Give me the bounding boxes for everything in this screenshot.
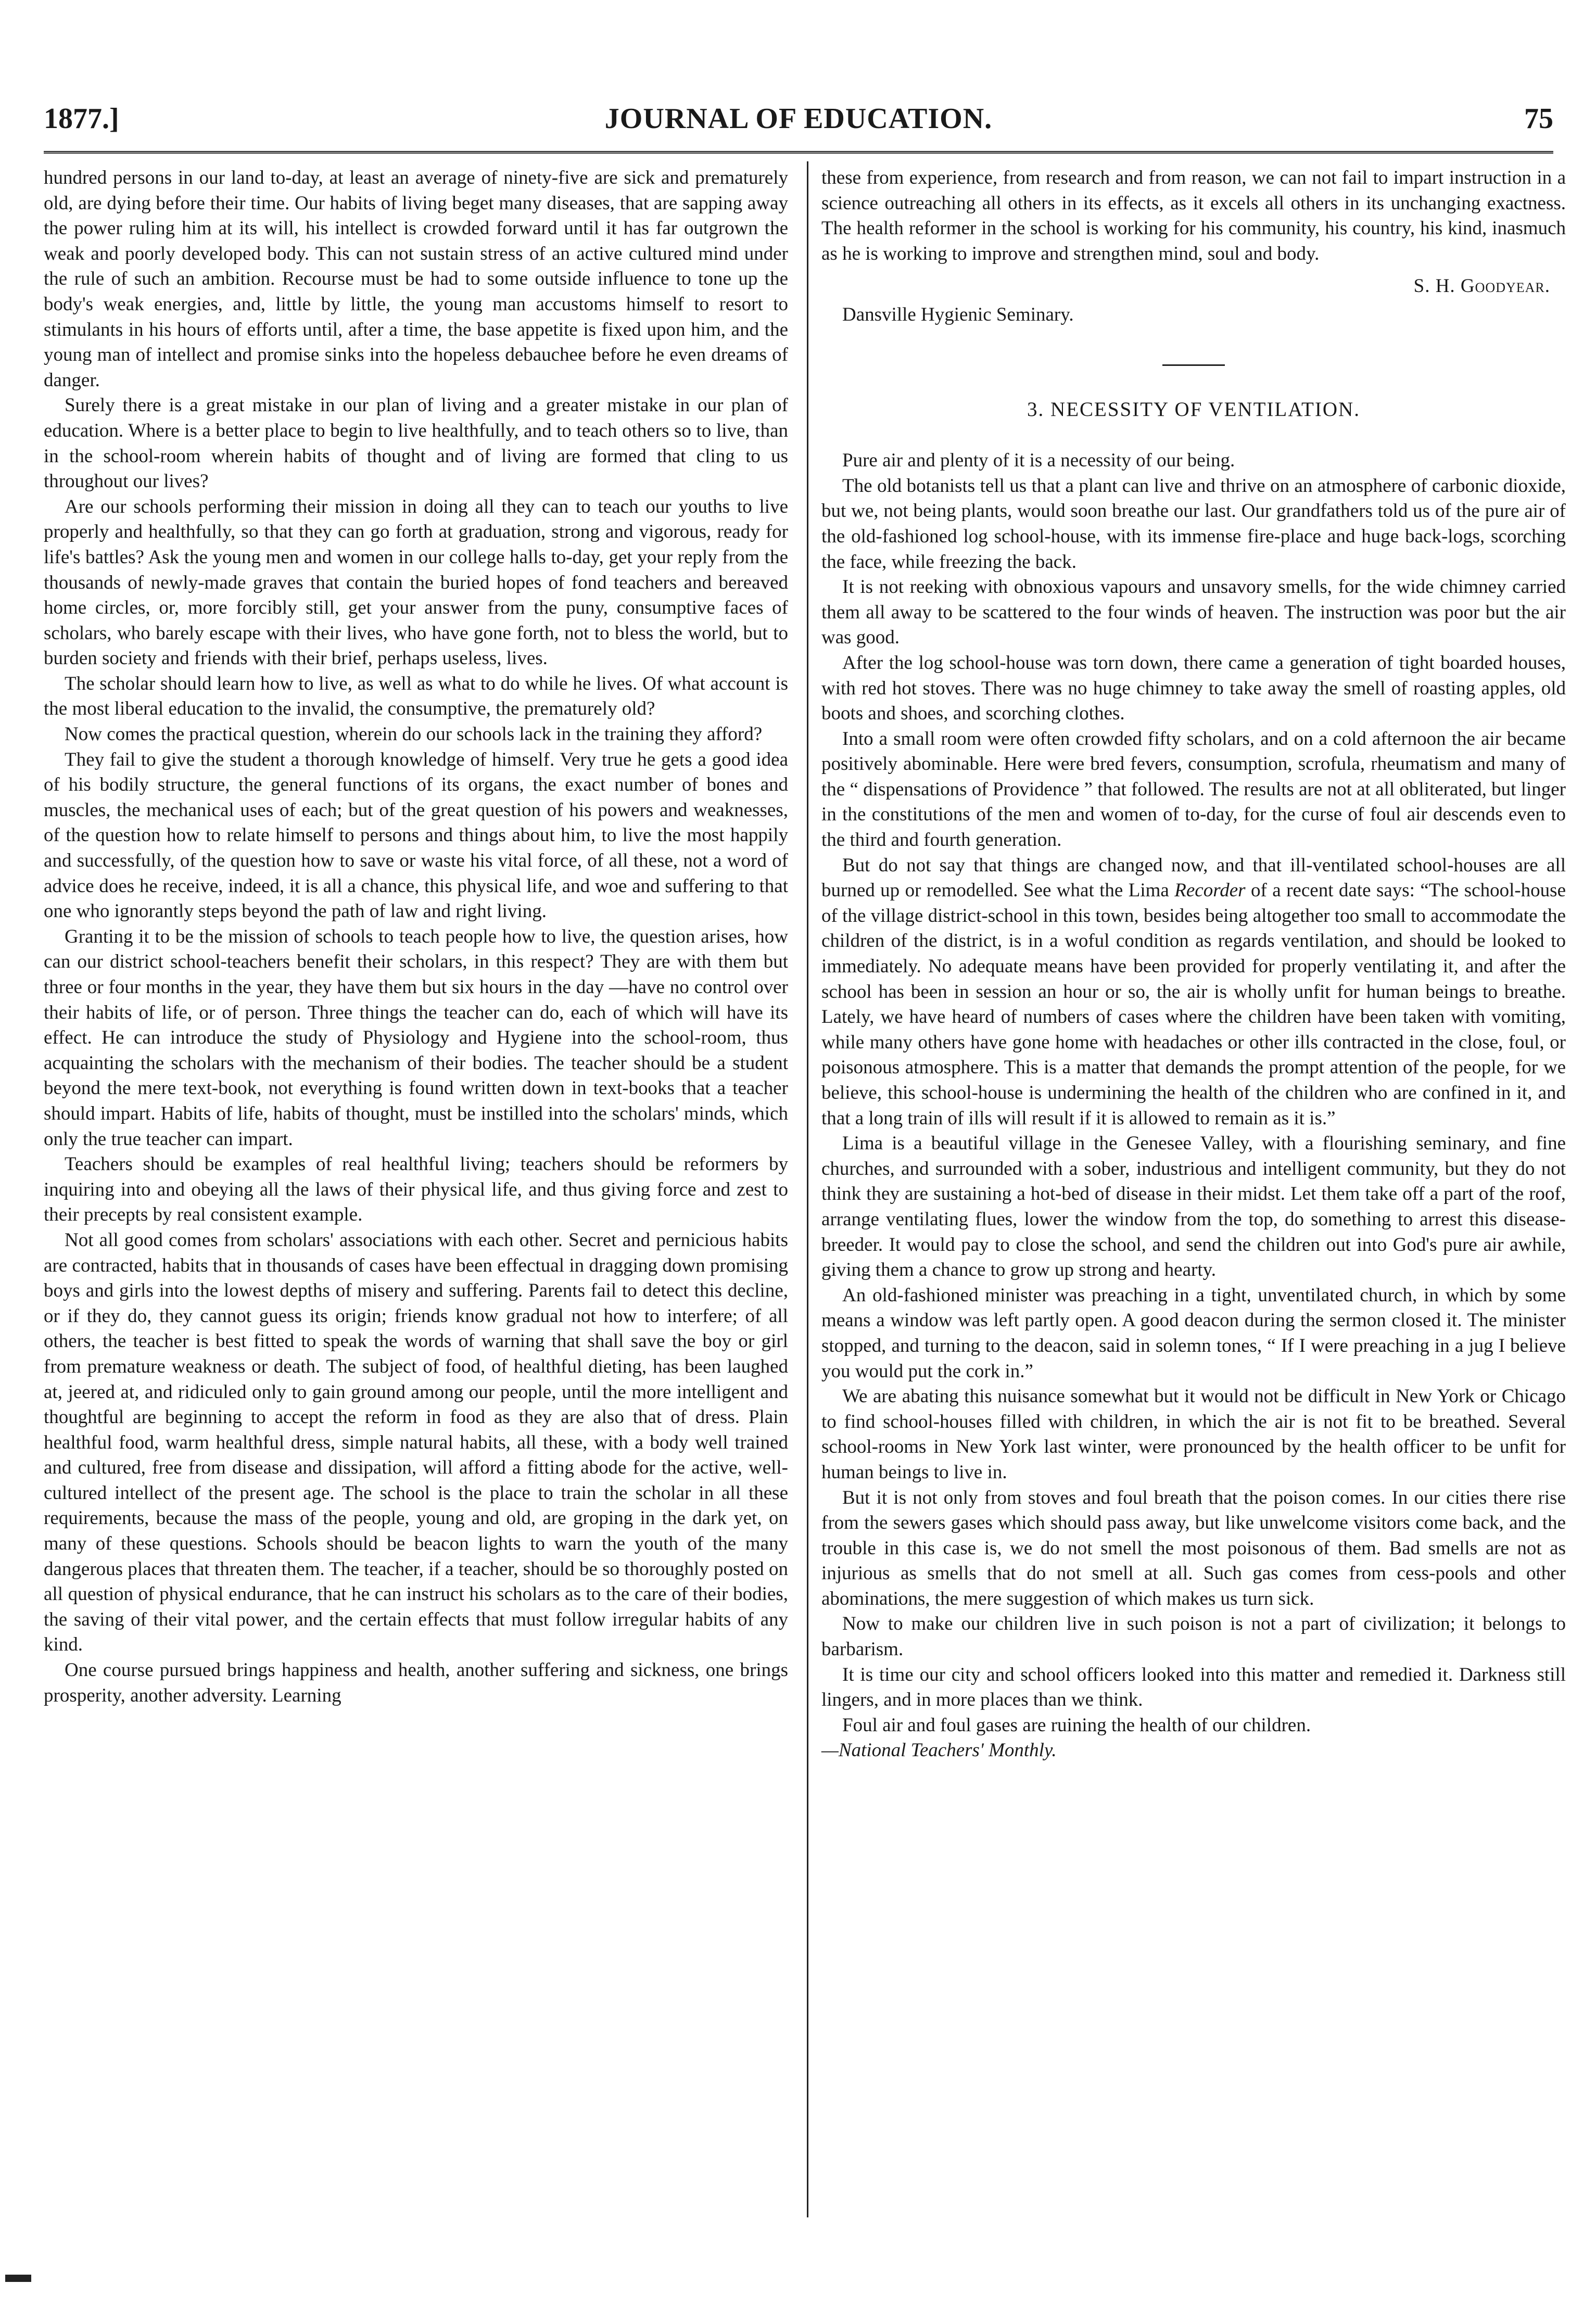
paragraph: The old botanists tell us that a plant can live and thrive on an atmosphere of carbonic dioxide, but we, not being plants, would soon breathe our last. Our grandfathers told us of the pure air of the old-fashioned log school-house, with its immense fire-place and huge back-logs, scorching the face, while freezing the back. [821, 475, 1566, 573]
paragraph: Now to make our children live in such poison is not a part of civilization; it belongs to barbarism. [821, 1613, 1566, 1660]
paragraph: It is time our city and school officers looked into this matter and remedied it. Darkness still lingers, and in more places than we think. [821, 1664, 1566, 1711]
paragraph: The scholar should learn how to live, as well as what to do while he lives. Of what account is the most liberal education to the invalid, the consumptive, the prematurely old? [44, 673, 788, 720]
paragraph: Not all good comes from scholars' associations with each other. Secret and pernicious habits are contracted, habits that in thousands of cases have been effectual in dragging down promising boys and girls into the lowest depths of misery and suffering. Parents fail to detect this decline, or if they do, they cannot guess its origin; friends know gradual not how to interfere; of all others, the teacher is best fitted to speak the words of warning that shall save the boy or girl from premature weakness or death. The subject of food, of healthful dieting, has been laughed at, jeered at, and ridiculed only to gain ground among our people, until the more intelligent and thoughtful are beginning to accept the reform in food as they are also that of dress. Plain healthful food, warm healthful dress, simple natural habits, all these, with a body well trained and cultured, free from disease and dissipation, will afford a fitting abode for the active, well-cultured intellect of the present age. The school is the place to train the scholar in all these requirements, because the mass of the people, young and old, are groping in the dark yet, on many of these questions. Schools should be beacon lights to warn the youth of the many dangerous places that threaten them. The teacher, if a teacher, should be so thoroughly posted on all question of physical endurance, that he can instruct his scholars as to the care of their bodies, the saving of their vital power, and the certain effects that must follow irregular habits of any kind. [44, 1229, 788, 1656]
paragraph: Granting it to be the mission of schools to teach people how to live, the question arises, how can our district school-teachers benefit their scholars, in this respect? They are with them but three or four months in the year, they have them but six hours in the day —have no control over their habits of life, or of person. Three things the teacher can do, each of which will have its effect. He can introduce the study of Physiology and Hygiene into the school-room, thus acquainting the scholars with the mechanism of their bodies. The teacher should be a student beyond the mere text-book, not everything is found written down in text-books that a teacher should impart. Habits of life, habits of thought, must be instilled into the scholars' minds, which only the true teacher can impart. [44, 925, 788, 1150]
scan-mark [5, 2275, 31, 2282]
journal-title: JOURNAL OF EDUCATION. [604, 103, 993, 135]
paragraph: Are our schools performing their mission in doing all they can to teach our youths to live properly and healthfully, so that they can go forth at graduation, strong and vigorous, ready for life's battles? Ask the young men and women in our college halls to-day, get your reply from the thousands of newly-made graves that contain the buried hopes of fond teachers and bereaved home circles, or, more forcibly still, get your answer from the puny, consumptive faces of scholars, who barely escape with their lives, who have gone forth, not to bless the world, but to burden society and friends with their brief, perhaps useless, lives. [44, 496, 788, 669]
page-header [44, 102, 1553, 146]
paragraph: Teachers should be examples of real healthful living; teachers should be reformers by inquiring into and obeying all the laws of their physical life, and thus giving force and zest to their precepts by real consistent example. [44, 1153, 788, 1226]
column-divider [807, 161, 808, 2217]
paragraph: They fail to give the student a thorough knowledge of himself. Very true he gets a good idea of his bodily structure, the general functions of its organs, the exact number of bones and muscles, the mechanical uses of each; but of the great question of his powers and weaknesses, of the question how to relate himself to persons and things about him, to live the most happily and successfully, of the question how to save or waste his vital force, of all these, not a word of advice does he receive, indeed, it is all a chance, this physical life, and woe and suffering to that one who ignorantly steps beyond the path of law and right living. [44, 748, 788, 922]
author-institution: Dansville Hygienic Seminary. [842, 303, 1074, 325]
paragraph: Into a small room were often crowded fifty scholars, and on a cold afternoon the air became positively abominable. Here were bred fevers, consumption, scrofula, rheumatism and many of the “ dispensations of Providence ” that followed. The results are not at all obliterated, but linger in the constitutions of the men and women of to-day, for the curse of foul air descends even to the third and fourth generation. [821, 728, 1566, 851]
paragraph: One course pursued brings happiness and health, another suffering and sickness, one brings prosperity, another adversity. Learning [44, 1659, 788, 1706]
header-rule [44, 151, 1553, 154]
section-title: 3. NECESSITY OF VENTILATION. [1027, 398, 1360, 421]
paragraph [821, 853, 1566, 1132]
header-year: 1877.] [44, 103, 119, 135]
paragraph: After the log school-house was torn down, there came a generation of tight boarded houses, with red hot stoves. There was no huge chimney to take away the smell of roasting apples, old boots and shoes, and scorching clothes. [821, 652, 1566, 725]
paragraph: It is not reeking with obnoxious vapours and unsavory smells, for the wide chimney carried them all away to be scattered to the four winds of heaven. The instruction was poor but the air was good. [821, 576, 1566, 649]
paragraph: Lima is a beautiful village in the Genesee Valley, with a flourishing seminary, and fine churches, and surrounded with a sober, industrious and intelligent community, but they do not think they are sustaining a hot-bed of disease in their midst. Let them take off a part of the roof, arrange ventilating flues, lower the window from the top, do something to arrest this disease-breeder. It would pay to close the school, and send the children out into God's pure air awhile, giving them a chance to grow up strong and hearty. [821, 1133, 1566, 1281]
section-divider [1162, 364, 1225, 366]
paragraph: these from experience, from research and from reason, we can not fail to impart instruction in a science outreaching all others in its effects, as it excels all others in its unchanging exactness. The health reformer in the school is working for his community, his country, his kind, inasmuch as he is working to improve and strengthen mind, soul and body. [821, 167, 1566, 264]
paragraph: Foul air and foul gases are ruining the health of our children. [842, 1714, 1311, 1736]
paragraph: hundred persons in our land to-day, at least an average of ninety-five are sick and prematurely old, are dying before their time. Our habits of living beget many diseases, that are sapping away the power ruling him at its will, his intellect is crowded forward until it has far outgrown the weak and poorly developed body. This can not sustain stress of an active cultured mind under the rule of such an ambition. Recourse must be had to some outside influence to tone up the body's weak energies, and, little by little, the young man accustoms himself to resort to stimulants in his hours of efforts until, after a time, the base appetite is fixed upon him, and the young man of intellect and promise sinks into the hopeless debauchee before he even dreams of danger. [44, 167, 788, 391]
paragraph: But it is not only from stoves and foul breath that the poison comes. In our cities there rise from the sewers gases which should pass away, but like unwelcome visitors come back, and the trouble in this case is, we do not smell the most poisonous of them. Bad smells are not as injurious as smells that do not smell at all. Such gas comes from cess-pools and other abominations, the mere suggestion of which makes us turn sick. [821, 1487, 1566, 1609]
paragraph: Now comes the practical question, wherein do our schools lack in the training they afford? [65, 724, 763, 745]
paragraph: An old-fashioned minister was preaching in a tight, unventilated church, in which by some means a window was left partly open. A good deacon during the sermon closed it. The minister stopped, and turning to the deacon, said in solemn tones, “ If I were preaching in a jug I believe you would put the cork in.” [821, 1284, 1566, 1382]
right-column [821, 166, 1566, 1764]
newspaper-name: Recorder [1174, 880, 1246, 902]
paragraph: Pure air and plenty of it is a necessity of our being. [842, 450, 1235, 472]
paragraph: We are abating this nuisance somewhat but it would not be difficult in New York or Chicago to find school-houses filled with children, in which the air is not fit to be breathed. Several school-rooms in New York last winter, were pronounced by the health officer to be unfit for human beings to live in. [821, 1386, 1566, 1483]
paragraph: Surely there is a great mistake in our plan of living and a greater mistake in our plan of education. Where is a better place to begin to live healthfully, and to teach others so to live, than in the school-room wherein habits of thought and of living are formed that cling to us throughout our lives? [44, 395, 788, 492]
author-signature: S. H. Goodyear. [1413, 275, 1550, 297]
left-column [44, 166, 788, 1708]
source-credit: —National Teachers' Monthly. [821, 1740, 1057, 1761]
page-number: 75 [1524, 103, 1553, 135]
text-span: But do not say that things are changed now, and that ill-ventilated school-houses are all burned up or remodelled. See what the Lima [821, 854, 1566, 902]
text-span: of a recent date says: “The school-house of the village district-school in this town, besides being altogether too small to accommodate the children of the district, is in a woful condition as regards ventilation, and should be looked to immediately. No adequate means have been provided for properly ventilating it, and after the school has been in session an hour or so, the air is wholly unfit for human beings to breathe. Lately, we have heard of numbers of cases where the children have been taken with vomiting, while many others have gone home with headaches or other ills contracted in the close, foul, or poisonous atmosphere. This is a matter that demands the prompt attention of the people, for we believe, this school-house is undermining the health of the children who are confined in it, and that a long train of ills will result if it is allowed to remain as it is.” [821, 880, 1566, 1129]
